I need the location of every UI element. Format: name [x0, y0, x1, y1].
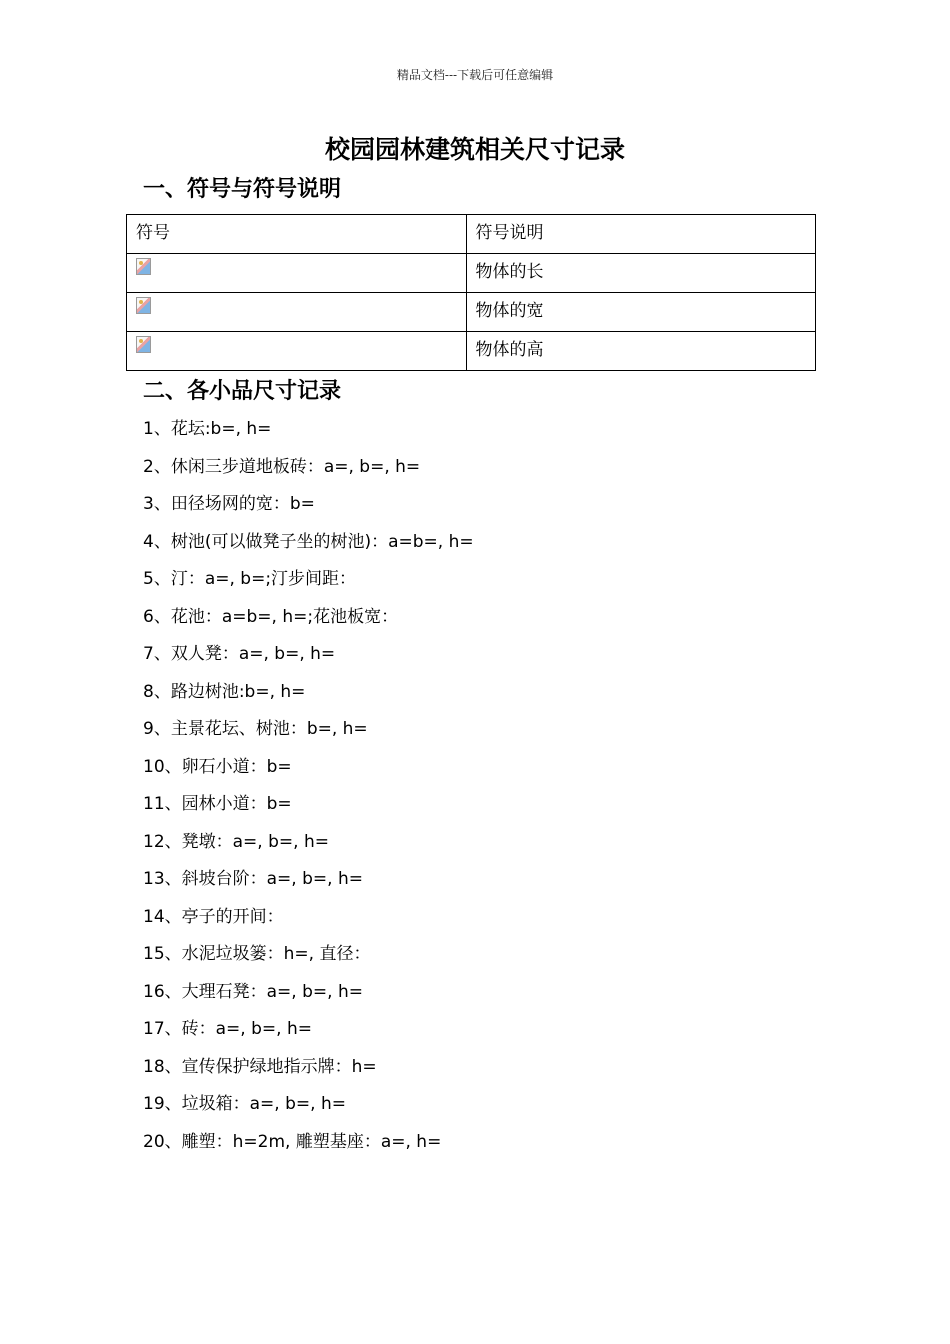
- symbol-cell: [127, 332, 467, 371]
- list-item: 11、园林小道：b=: [143, 794, 292, 814]
- description-cell: [466, 332, 816, 371]
- symbol-cell: [127, 293, 467, 332]
- page-title: 校园园林建筑相关尺寸记录: [324, 135, 625, 164]
- list-item: 7、双人凳：a=, b=, h=: [143, 644, 336, 664]
- list-item: 18、宣传保护绿地指示牌：h=: [143, 1056, 377, 1077]
- description-text: 物体的长: [475, 262, 544, 282]
- list-item: 19、垃圾箱：a=, b=, h=: [143, 1094, 346, 1114]
- table-header-symbol: [127, 215, 467, 254]
- list-item: 6、花池：a=b=, h=;花池板宽：: [143, 606, 399, 627]
- broken-image-icon: [136, 336, 151, 353]
- list-item: 8、路边树池:b=, h=: [143, 681, 306, 702]
- list-item: 17、砖：a=, b=, h=: [143, 1019, 312, 1039]
- list-item: 16、大理石凳：a=, b=, h=: [143, 981, 363, 1002]
- list-item: 2、休闲三步道地板砖：a=, b=, h=: [143, 456, 421, 477]
- list-item: 3、田径场网的宽：b=: [143, 494, 315, 514]
- list-item: 14、亭子的开间：: [143, 906, 284, 927]
- list-item: 4、树池(可以做凳子坐的树池)：a=b=, h=: [143, 531, 474, 552]
- header-note: 精品文档---下载后可任意编辑: [396, 68, 554, 82]
- list-item: 10、卵石小道：b=: [143, 756, 292, 777]
- table-row: [127, 332, 816, 371]
- record-list: [143, 413, 474, 1163]
- list-item: 5、汀：a=, b=;汀步间距：: [143, 569, 357, 589]
- table-row: [127, 293, 816, 332]
- broken-image-icon: [136, 258, 151, 275]
- list-item: 20、雕塑：h=2m, 雕塑基座：a=, h=: [143, 1131, 442, 1152]
- table-header-label: 符号: [136, 223, 170, 243]
- symbol-cell: [127, 254, 467, 293]
- description-cell: [466, 254, 816, 293]
- broken-image-icon: [136, 297, 151, 314]
- list-item: 12、凳墩：a=, b=, h=: [143, 831, 329, 852]
- list-item: 13、斜坡台阶：a=, b=, h=: [143, 869, 363, 889]
- list-item: 1、花坛:b=, h=: [143, 419, 272, 439]
- table-row: [127, 254, 816, 293]
- table-header-label: 符号说明: [475, 223, 544, 243]
- description-text: 物体的宽: [475, 301, 544, 321]
- list-item: 9、主景花坛、树池：b=, h=: [143, 719, 368, 739]
- symbols-table: [126, 214, 816, 371]
- description-cell: [466, 293, 816, 332]
- list-item: 15、水泥垃圾篓：h=, 直径：: [143, 944, 371, 964]
- section-heading-records: 二、各小品尺寸记录: [143, 379, 342, 404]
- description-text: 物体的高: [475, 340, 544, 360]
- table-header-row: [127, 215, 816, 254]
- table-header-description: [466, 215, 816, 254]
- section-heading-symbols: 一、符号与符号说明: [143, 177, 342, 202]
